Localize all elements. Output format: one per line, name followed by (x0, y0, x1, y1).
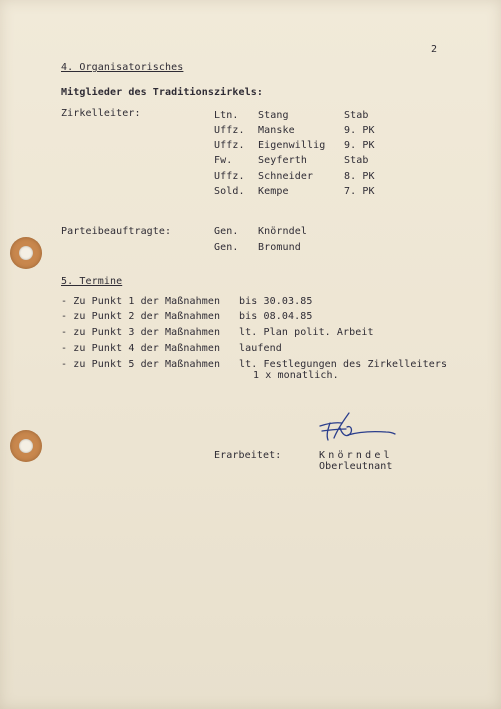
leader-name: Schneider (258, 171, 314, 182)
party-name: Knörndel (258, 226, 307, 237)
section-4-heading: 4. Organisatorisches (61, 62, 184, 73)
leader-name: Stang (258, 110, 289, 121)
party-name: Bromund (258, 242, 301, 253)
term-value: bis 30.03.85 (239, 296, 313, 307)
term-value: lt. Plan polit. Arbeit (239, 327, 374, 338)
term-label: - zu Punkt 5 der Maßnahmen (61, 359, 221, 370)
leader-name: Kempe (258, 186, 289, 197)
punch-hole (10, 430, 42, 462)
term-value: lt. Festlegungen des Zirkelleiters (239, 359, 448, 370)
term-label: - zu Punkt 3 der Maßnahmen (61, 327, 221, 338)
leader-unit: 9. PK (344, 140, 375, 151)
leader-rank: Uffz. (214, 140, 245, 151)
leader-rank: Ltn. (214, 110, 239, 121)
leader-rank: Fw. (214, 155, 233, 166)
term-label: - zu Punkt 4 der Maßnahmen (61, 343, 221, 354)
section-5-heading: 5. Termine (61, 276, 123, 287)
signature-title: Oberleutnant (319, 461, 393, 472)
term-label: - zu Punkt 2 der Maßnahmen (61, 311, 221, 322)
term-value: bis 08.04.85 (239, 311, 313, 322)
leader-name: Eigenwillig (258, 140, 326, 151)
signature-name: Knörndel (319, 450, 393, 461)
leader-unit: 8. PK (344, 171, 375, 182)
leader-rank: Uffz. (214, 125, 245, 136)
handwritten-signature (316, 410, 400, 444)
leader-name: Manske (258, 125, 295, 136)
term-value: laufend (239, 343, 282, 354)
punch-hole (10, 237, 42, 269)
leader-unit: Stab (344, 155, 369, 166)
leader-unit: Stab (344, 110, 369, 121)
signature-label: Erarbeitet: (214, 450, 282, 461)
members-title: Mitglieder des Traditionszirkels: (61, 87, 263, 98)
term-value-continued: 1 x monatlich. (253, 370, 339, 381)
leader-unit: 9. PK (344, 125, 375, 136)
leader-unit: 7. PK (344, 186, 375, 197)
party-rank: Gen. (214, 242, 239, 253)
term-label: - Zu Punkt 1 der Maßnahmen (61, 296, 221, 307)
party-label: Parteibeauftragte: (61, 226, 172, 237)
leader-name: Seyferth (258, 155, 307, 166)
page-number: 2 (431, 44, 438, 55)
leader-rank: Sold. (214, 186, 245, 197)
leader-rank: Uffz. (214, 171, 245, 182)
party-rank: Gen. (214, 226, 239, 237)
leaders-label: Zirkelleiter: (61, 108, 141, 119)
